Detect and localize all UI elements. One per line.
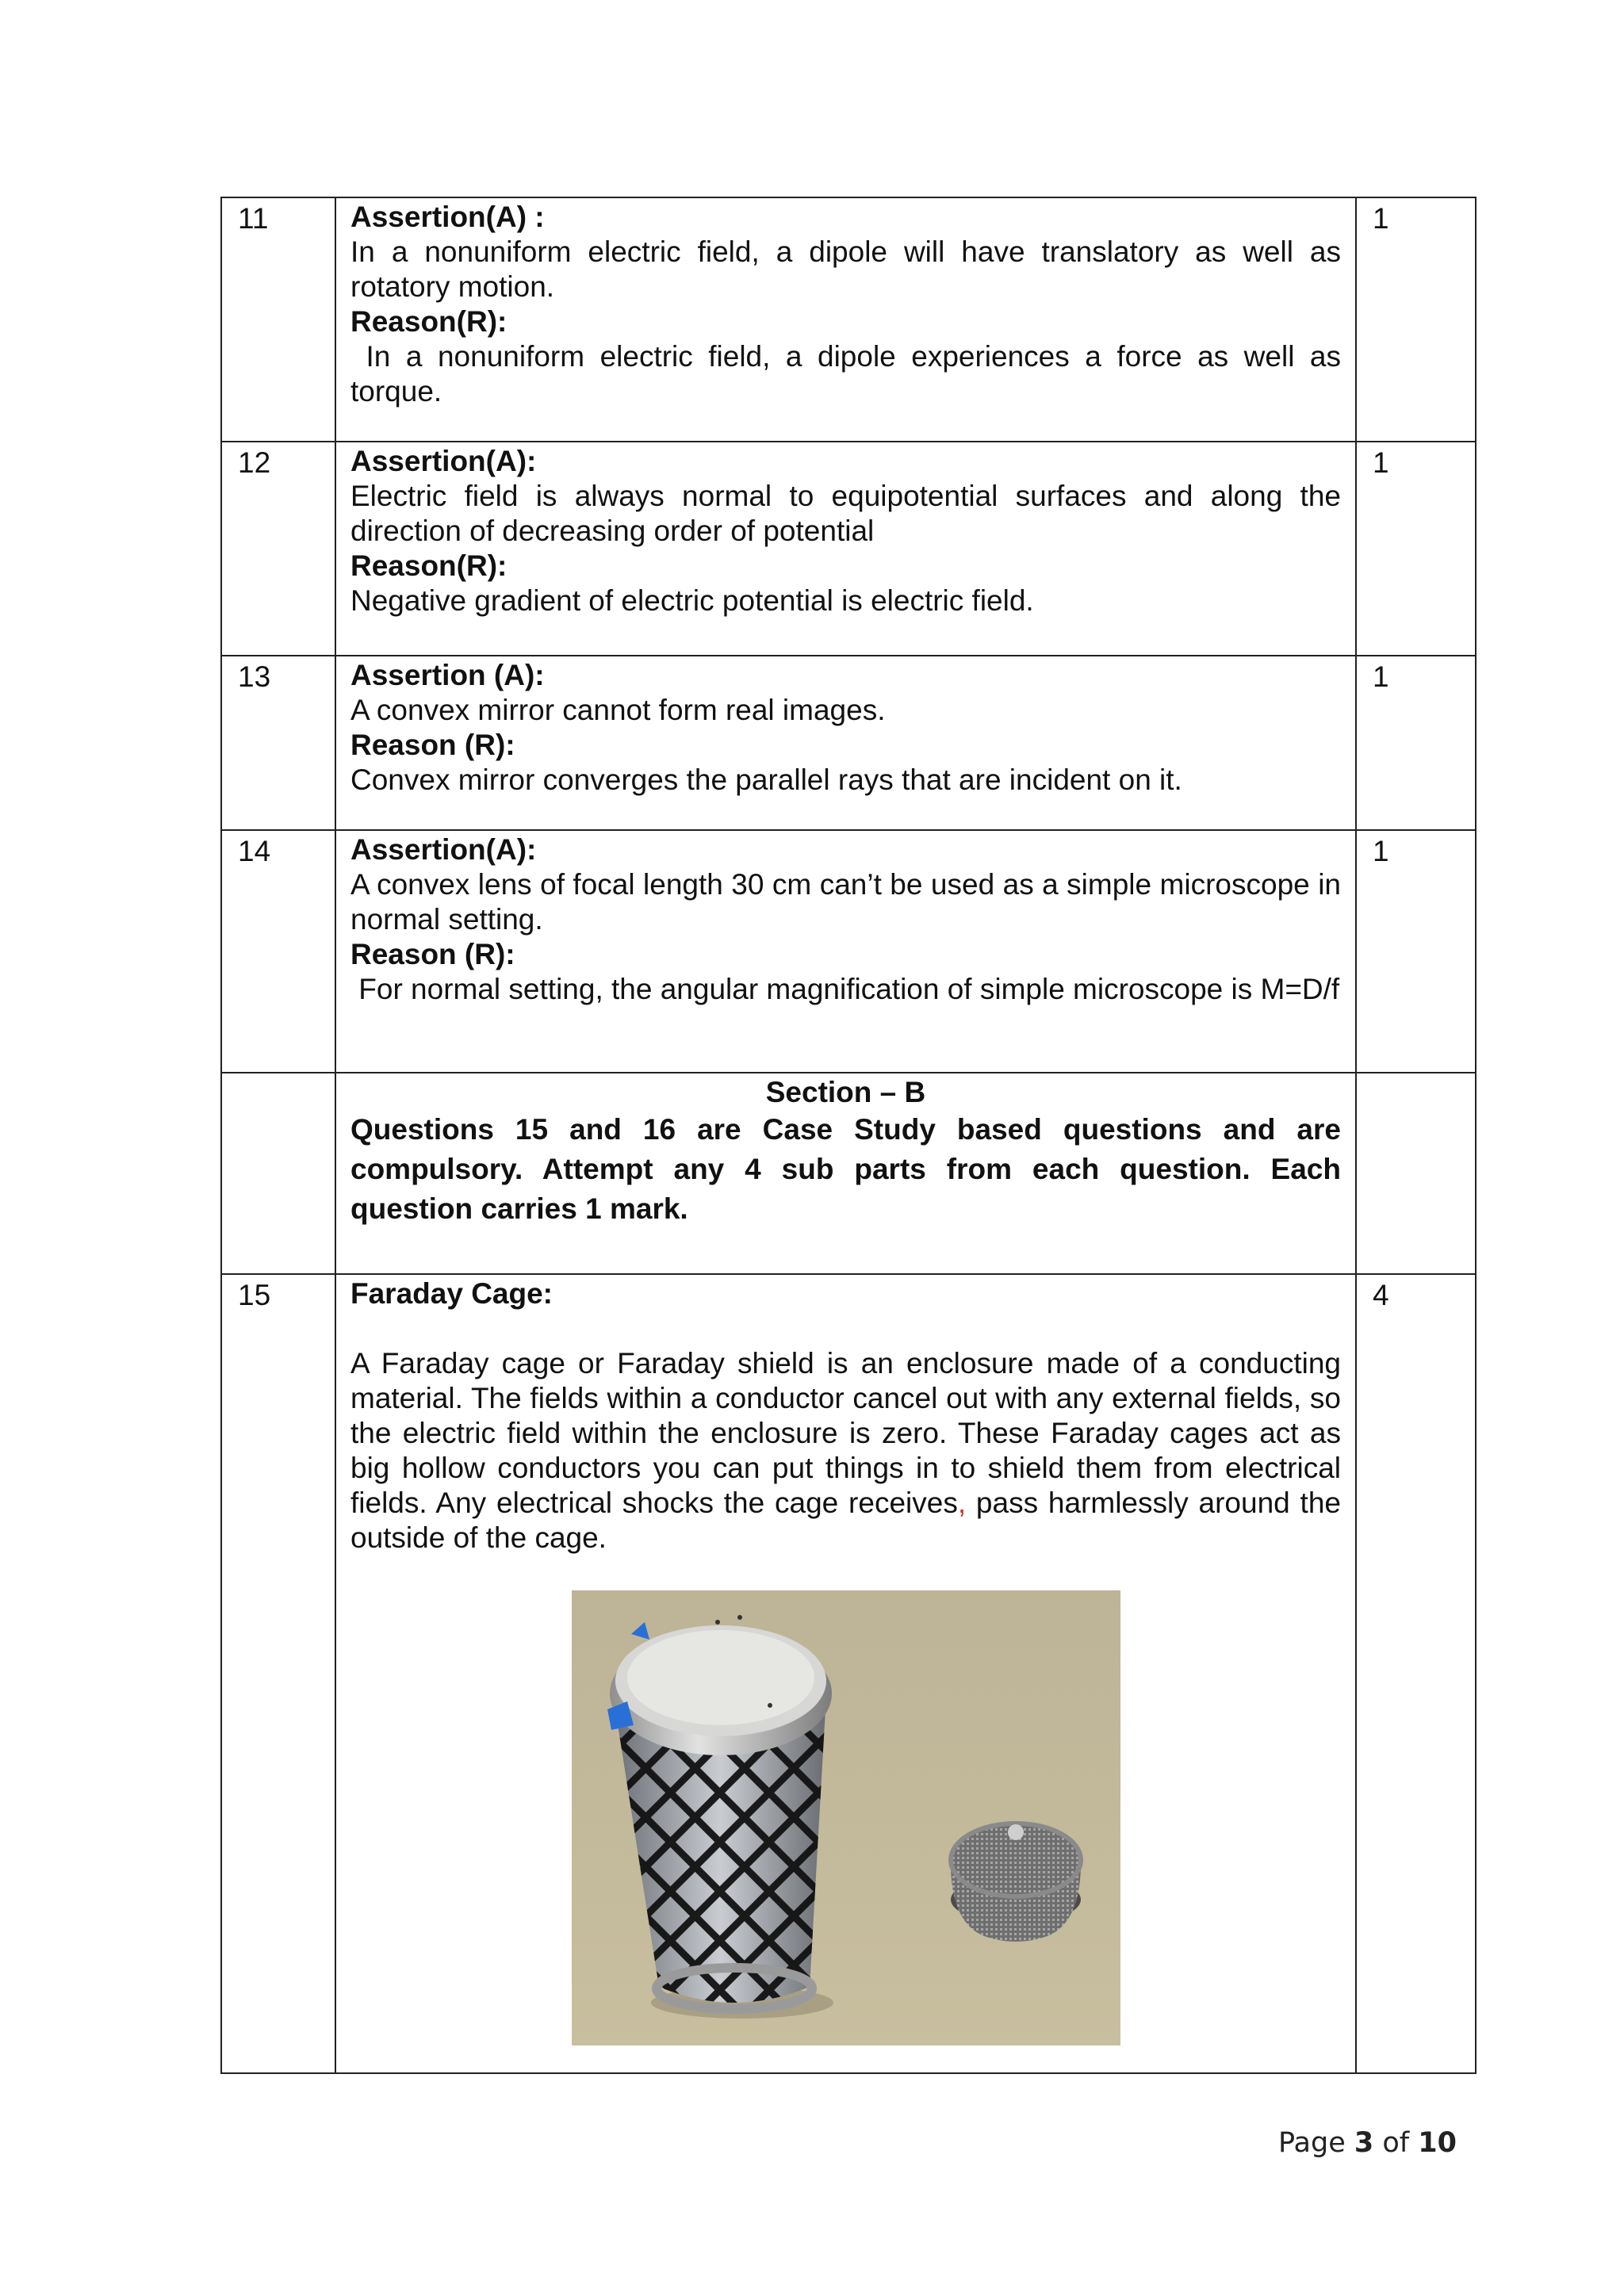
question-number: 12 [221, 442, 335, 656]
reason-label: Reason (R): [350, 938, 515, 970]
question-number: 15 [221, 1274, 335, 2073]
question-body [335, 830, 1356, 1073]
question-marks: 1 [1356, 442, 1476, 656]
reason-text: For normal setting, the angular magnification of simple microscope is M=D/f [350, 973, 1340, 1005]
of-word: of [1382, 2127, 1410, 2159]
reason-label: Reason(R): [350, 549, 508, 582]
reason-label: Reason (R): [350, 729, 515, 761]
question-row-12 [221, 442, 1476, 656]
question-marks: 1 [1356, 830, 1476, 1073]
page-number: 3 [1354, 2127, 1374, 2159]
assertion-label: Assertion(A) : [350, 201, 545, 233]
assertion-text: In a nonuniform electric field, a dipole will have translatory as well as rotatory motion. [350, 235, 1341, 303]
question-number: 13 [221, 656, 335, 830]
page-total: 10 [1418, 2127, 1457, 2159]
assertion-label: Assertion(A): [350, 833, 537, 866]
question-row-11 [221, 197, 1476, 442]
question-table [220, 197, 1477, 2074]
assertion-text: Electric field is always normal to equipotential surfaces and along the direction of decreasing order of potential [350, 480, 1341, 547]
question-marks: 4 [1356, 1274, 1476, 2073]
assertion-text: A convex lens of focal length 30 cm can’t be used as a simple microscope in normal setting. [350, 868, 1341, 936]
question-body [335, 1274, 1356, 2073]
question-row-14 [221, 830, 1476, 1073]
reason-text: Convex mirror converges the parallel rays that are incident on it. [350, 763, 1182, 796]
question-row-13 [221, 656, 1476, 830]
case-study-paragraph [350, 1346, 1341, 1556]
question-row-15 [221, 1274, 1476, 2073]
section-title: Section – B [765, 1076, 926, 1108]
paragraph-comma: , [957, 1487, 967, 1519]
question-body [335, 442, 1356, 656]
case-study-title: Faraday Cage: [350, 1277, 553, 1310]
photo-container [350, 1590, 1341, 2045]
empty-marks-cell [1356, 1073, 1476, 1274]
section-instructions: Questions 15 and 16 are Case Study based questions and are compulsory. Attempt any 4 sub parts from each question. Each question carries 1 mark. [350, 1113, 1341, 1225]
reason-text: In a nonuniform electric field, a dipole experiences a force as well as torque. [350, 340, 1350, 408]
page-word: Page [1278, 2127, 1346, 2159]
assertion-label: Assertion(A): [350, 445, 537, 477]
question-marks: 1 [1356, 197, 1476, 442]
reason-text: Negative gradient of electric potential is electric field. [350, 584, 1034, 617]
empty-number-cell [221, 1073, 335, 1274]
assertion-text: A convex mirror cannot form real images. [350, 694, 886, 726]
faraday-cage-photo [572, 1590, 1120, 2045]
question-marks: 1 [1356, 656, 1476, 830]
question-number: 11 [221, 197, 335, 442]
question-body [335, 656, 1356, 830]
section-b-row [221, 1073, 1476, 1274]
question-body [335, 197, 1356, 442]
paragraph-text-part1: A Faraday cage or Faraday shield is an enclosure made of a conducting material. The fields within a conductor cancel out with any external fields, so the electric field within the enclosure is zero. These Faraday cages act as big hollow conductors you can put things in to shield them from electrical fields. Any electrical shocks the cage receives [350, 1347, 1341, 1519]
question-number: 14 [221, 830, 335, 1073]
section-b-body [335, 1073, 1356, 1274]
paragraph-text-part2: pass harmlessly around the outside of the cage. [350, 1487, 1341, 1554]
reason-label: Reason(R): [350, 305, 508, 338]
page-footer [1278, 2127, 1457, 2159]
assertion-label: Assertion (A): [350, 659, 545, 691]
